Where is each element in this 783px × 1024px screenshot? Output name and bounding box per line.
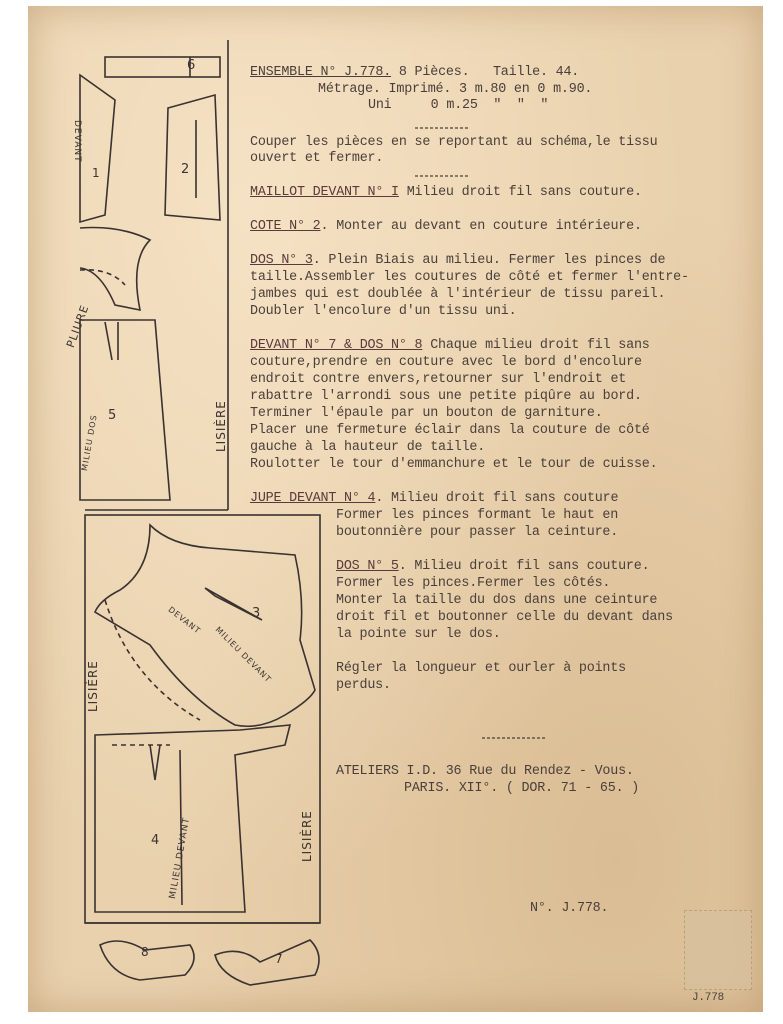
label-devant-bodice: DEVANT	[166, 605, 203, 636]
header-line-2: Métrage. Imprimé. 3 m.80 en 0 m.90.	[318, 82, 593, 97]
header-pieces: 8 Pièces.	[398, 65, 470, 80]
devant7-line: Roulotter le tour d'emmanchure et le tour de cuisse.	[250, 457, 658, 472]
intro-line-1: Couper les pièces en se reportant au schéma,le tissu	[250, 135, 658, 150]
footer-address-1: ATELIERS I.D. 36 Rue du Rendez - Vous.	[336, 764, 634, 779]
piece-number-7: 7	[275, 952, 284, 966]
piece-number-4: 4	[151, 833, 161, 848]
footer-number: N°. J.778.	[530, 901, 609, 916]
label-milieu-dos: MILIEU DOS	[80, 413, 99, 472]
devant7-line: Placer une fermeture éclair dans la couture de côté	[250, 423, 650, 438]
devant7-line: gauche à la hauteur de taille.	[250, 440, 486, 455]
footer-address-2: PARIS. XII°. ( DOR. 71 - 65. )	[404, 781, 640, 796]
piece-number-5: 5	[108, 408, 118, 423]
devant7-title: DEVANT N° 7 & DOS N° 8	[250, 338, 423, 353]
intro-line-2: ouvert et fermer.	[250, 151, 384, 166]
label-pliure: PLIURE	[64, 303, 92, 350]
label-milieu-devant-skirt: MILIEU DEVANT	[168, 816, 193, 900]
label-devant: DEVANT	[72, 120, 82, 163]
dos3-line: jambes qui est doublée à l'intérieur de tissu pareil.	[250, 287, 666, 302]
dos3-title: DOS N° 3	[250, 253, 313, 268]
corner-ref: J.778	[692, 992, 725, 1004]
piece-number-8: 8	[141, 945, 150, 959]
devant7-line: endroit contre envers,retourner sur l'endroit et	[250, 372, 627, 387]
cote-text: . Monter au devant en couture intérieure.	[320, 219, 642, 234]
dos3-text: . Plein Biais au milieu. Fermer les pinces de	[312, 253, 666, 268]
label-lisiere-right: LISIÈRE	[300, 810, 314, 862]
dos5-text: . Milieu droit fil sans couture.	[398, 559, 650, 574]
jupe-line: Former les pinces formant le haut en	[336, 508, 619, 523]
maillot-text: Milieu droit fil sans couture.	[398, 185, 642, 200]
dos5-line: droit fil et boutonner celle du devant dans	[336, 610, 673, 625]
devant7-text: Chaque milieu droit fil sans	[422, 338, 650, 353]
dos3-line: Doubler l'encolure d'un tissu uni.	[250, 304, 517, 319]
dos5-line: Monter la taille du dos dans une ceinture	[336, 593, 658, 608]
jupe-text: . Milieu droit fil sans couture	[375, 491, 619, 506]
maillot-title: MAILLOT DEVANT N° I	[250, 185, 399, 200]
header-line-3: Uni 0 m.25 " " "	[368, 98, 549, 113]
stamp-tag	[684, 910, 752, 990]
jupe-line: boutonnière pour passer la ceinture.	[336, 525, 619, 540]
piece-number-2: 2	[181, 162, 191, 177]
piece-number-6: 6	[187, 58, 197, 73]
dos5-title: DOS N° 5	[336, 559, 399, 574]
devant7-line: couture,prendre en couture avec le bord d'encolure	[250, 355, 642, 370]
devant7-line: rabattre l'arrondi sous une petite piqûre au bord.	[250, 389, 642, 404]
label-milieu-devant-bodice: MILIEU DEVANT	[213, 625, 274, 685]
piece-number-3: 3	[252, 606, 262, 621]
regler-line: perdus.	[336, 678, 391, 693]
cote-title: COTE N° 2	[250, 219, 321, 234]
regler-line: Régler la longueur et ourler à points	[336, 661, 626, 676]
devant7-line: Terminer l'épaule par un bouton de garniture.	[250, 406, 603, 421]
piece-number-1: 1	[92, 166, 101, 180]
header-ref: ENSEMBLE N° J.778.	[250, 65, 392, 80]
jupe-title: JUPE DEVANT N° 4	[250, 491, 376, 506]
header-size: Taille. 44.	[492, 65, 580, 80]
dos5-line: Former les pinces.Fermer les côtés.	[336, 576, 611, 591]
label-lisiere-top: LISIÈRE	[214, 400, 228, 452]
dos5-line: la pointe sur le dos.	[336, 627, 501, 642]
label-lisiere-left: LISIÈRE	[86, 660, 100, 712]
dos3-line: taille.Assembler les coutures de côté et fermer l'entre-	[250, 270, 689, 285]
